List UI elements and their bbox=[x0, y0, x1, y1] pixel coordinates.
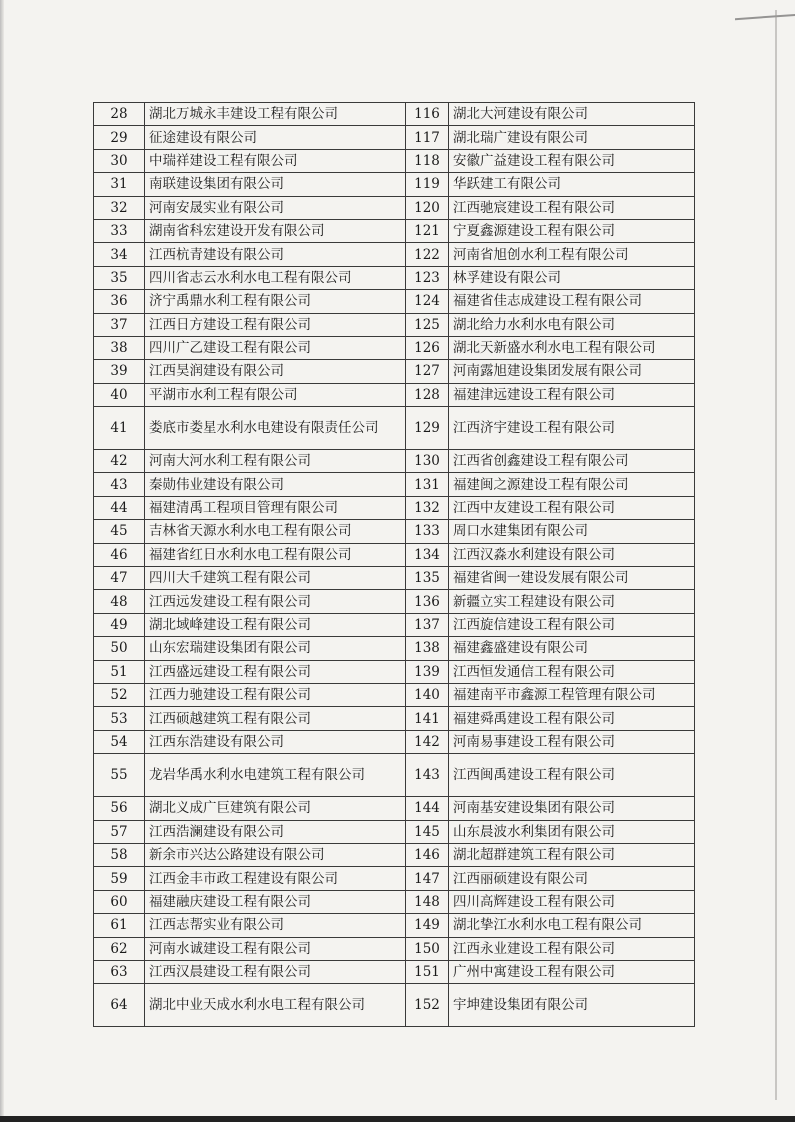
right-company-cell: 湖北超群建筑工程有限公司 bbox=[449, 843, 695, 866]
table-row bbox=[94, 984, 695, 1027]
table-row bbox=[94, 219, 695, 242]
left-number-cell: 35 bbox=[94, 266, 145, 289]
right-company-cell: 安徽广益建设工程有限公司 bbox=[449, 149, 695, 172]
right-number-cell: 147 bbox=[406, 867, 449, 890]
right-company-cell: 江西中友建设工程有限公司 bbox=[449, 496, 695, 519]
right-number-cell: 139 bbox=[406, 660, 449, 683]
table-row bbox=[94, 613, 695, 636]
right-number-cell: 143 bbox=[406, 754, 449, 797]
left-number-cell: 31 bbox=[94, 173, 145, 196]
right-number-cell: 131 bbox=[406, 473, 449, 496]
left-number-cell: 59 bbox=[94, 867, 145, 890]
left-number-cell: 33 bbox=[94, 219, 145, 242]
table-row bbox=[94, 243, 695, 266]
left-company-cell: 山东宏瑞建设集团有限公司 bbox=[145, 637, 406, 660]
left-number-cell: 57 bbox=[94, 820, 145, 843]
left-number-cell: 49 bbox=[94, 613, 145, 636]
right-company-cell: 宇坤建设集团有限公司 bbox=[449, 984, 695, 1027]
left-company-cell: 江西硕越建筑工程有限公司 bbox=[145, 707, 406, 730]
left-number-cell: 39 bbox=[94, 360, 145, 383]
left-company-cell: 江西杭青建设有限公司 bbox=[145, 243, 406, 266]
right-company-cell: 广州中寓建设工程有限公司 bbox=[449, 960, 695, 983]
table-row bbox=[94, 843, 695, 866]
right-number-cell: 117 bbox=[406, 126, 449, 149]
left-company-cell: 四川广乙建设工程有限公司 bbox=[145, 336, 406, 359]
left-number-cell: 54 bbox=[94, 730, 145, 753]
right-number-cell: 130 bbox=[406, 450, 449, 473]
left-company-cell: 江西盛远建设工程有限公司 bbox=[145, 660, 406, 683]
right-company-cell: 江西闽禹建设工程有限公司 bbox=[449, 754, 695, 797]
table-row bbox=[94, 407, 695, 450]
left-company-cell: 四川大千建筑工程有限公司 bbox=[145, 567, 406, 590]
left-company-cell: 湖北万城永丰建设工程有限公司 bbox=[145, 103, 406, 126]
left-company-cell: 四川省志云水利水电工程有限公司 bbox=[145, 266, 406, 289]
table-row bbox=[94, 754, 695, 797]
right-number-cell: 141 bbox=[406, 707, 449, 730]
left-company-cell: 湖南省科宏建设开发有限公司 bbox=[145, 219, 406, 242]
right-number-cell: 140 bbox=[406, 683, 449, 706]
left-number-cell: 53 bbox=[94, 707, 145, 730]
right-company-cell: 江西丽硕建设有限公司 bbox=[449, 867, 695, 890]
table-row bbox=[94, 567, 695, 590]
left-company-cell: 江西日方建设工程有限公司 bbox=[145, 313, 406, 336]
right-number-cell: 132 bbox=[406, 496, 449, 519]
right-company-cell: 湖北天新盛水利水电工程有限公司 bbox=[449, 336, 695, 359]
right-number-cell: 148 bbox=[406, 890, 449, 913]
right-company-cell: 宁夏鑫源建设工程有限公司 bbox=[449, 219, 695, 242]
left-company-cell: 江西昊润建设有限公司 bbox=[145, 360, 406, 383]
left-number-cell: 45 bbox=[94, 520, 145, 543]
right-company-cell: 福建省佳志成建设工程有限公司 bbox=[449, 290, 695, 313]
right-number-cell: 144 bbox=[406, 797, 449, 820]
right-company-cell: 林孚建设有限公司 bbox=[449, 266, 695, 289]
left-company-cell: 江西远发建设工程有限公司 bbox=[145, 590, 406, 613]
left-company-cell: 湖北中业天成水利水电工程有限公司 bbox=[145, 984, 406, 1027]
left-number-cell: 50 bbox=[94, 637, 145, 660]
right-number-cell: 129 bbox=[406, 407, 449, 450]
left-number-cell: 29 bbox=[94, 126, 145, 149]
right-company-cell: 湖北瑞广建设有限公司 bbox=[449, 126, 695, 149]
right-company-cell: 山东晨波水利集团有限公司 bbox=[449, 820, 695, 843]
right-number-cell: 121 bbox=[406, 219, 449, 242]
right-number-cell: 149 bbox=[406, 914, 449, 937]
table-row bbox=[94, 360, 695, 383]
right-number-cell: 134 bbox=[406, 543, 449, 566]
table-row bbox=[94, 520, 695, 543]
table-row bbox=[94, 960, 695, 983]
left-company-cell: 江西力驰建设工程有限公司 bbox=[145, 683, 406, 706]
company-list-body bbox=[94, 103, 695, 1027]
right-company-cell: 江西汉淼水利建设有限公司 bbox=[449, 543, 695, 566]
table-row bbox=[94, 149, 695, 172]
right-number-cell: 127 bbox=[406, 360, 449, 383]
table-row bbox=[94, 937, 695, 960]
left-company-cell: 娄底市娄星水利水电建设有限责任公司 bbox=[145, 407, 406, 450]
table-row bbox=[94, 473, 695, 496]
left-company-cell: 江西志帮实业有限公司 bbox=[145, 914, 406, 937]
table-row bbox=[94, 126, 695, 149]
left-number-cell: 63 bbox=[94, 960, 145, 983]
left-company-cell: 江西浩澜建设有限公司 bbox=[145, 820, 406, 843]
left-company-cell: 平湖市水利工程有限公司 bbox=[145, 383, 406, 406]
scan-bottom-edge bbox=[0, 1116, 795, 1122]
right-number-cell: 120 bbox=[406, 196, 449, 219]
right-company-cell: 福建鑫盛建设有限公司 bbox=[449, 637, 695, 660]
table-row bbox=[94, 660, 695, 683]
left-number-cell: 40 bbox=[94, 383, 145, 406]
company-list-table bbox=[93, 102, 695, 1027]
left-number-cell: 41 bbox=[94, 407, 145, 450]
right-number-cell: 116 bbox=[406, 103, 449, 126]
left-number-cell: 38 bbox=[94, 336, 145, 359]
left-number-cell: 44 bbox=[94, 496, 145, 519]
right-company-cell: 河南露旭建设集团发展有限公司 bbox=[449, 360, 695, 383]
table-row bbox=[94, 590, 695, 613]
right-company-cell: 湖北挚江水利水电工程有限公司 bbox=[449, 914, 695, 937]
right-company-cell: 新疆立实工程建设有限公司 bbox=[449, 590, 695, 613]
left-number-cell: 37 bbox=[94, 313, 145, 336]
right-company-cell: 湖北大河建设有限公司 bbox=[449, 103, 695, 126]
table-row bbox=[94, 683, 695, 706]
table-row bbox=[94, 383, 695, 406]
scan-right-edge bbox=[775, 10, 777, 1100]
right-number-cell: 126 bbox=[406, 336, 449, 359]
left-company-cell: 河南安晟实业有限公司 bbox=[145, 196, 406, 219]
right-company-cell: 福建省闽一建设发展有限公司 bbox=[449, 567, 695, 590]
left-number-cell: 46 bbox=[94, 543, 145, 566]
left-number-cell: 56 bbox=[94, 797, 145, 820]
table-row bbox=[94, 103, 695, 126]
right-company-cell: 四川高辉建设工程有限公司 bbox=[449, 890, 695, 913]
right-number-cell: 128 bbox=[406, 383, 449, 406]
right-company-cell: 江西省创鑫建设工程有限公司 bbox=[449, 450, 695, 473]
left-number-cell: 42 bbox=[94, 450, 145, 473]
right-number-cell: 122 bbox=[406, 243, 449, 266]
left-number-cell: 60 bbox=[94, 890, 145, 913]
table-row bbox=[94, 196, 695, 219]
left-company-cell: 秦勋伟业建设有限公司 bbox=[145, 473, 406, 496]
left-number-cell: 32 bbox=[94, 196, 145, 219]
left-number-cell: 34 bbox=[94, 243, 145, 266]
table-row bbox=[94, 637, 695, 660]
left-number-cell: 64 bbox=[94, 984, 145, 1027]
right-number-cell: 137 bbox=[406, 613, 449, 636]
right-company-cell: 福建舜禹建设工程有限公司 bbox=[449, 707, 695, 730]
scan-left-edge bbox=[0, 0, 4, 1122]
scan-corner-mark bbox=[735, 0, 795, 20]
table-row bbox=[94, 336, 695, 359]
right-company-cell: 江西驰宸建设工程有限公司 bbox=[449, 196, 695, 219]
left-company-cell: 中瑞祥建设工程有限公司 bbox=[145, 149, 406, 172]
left-company-cell: 湖北义成广巨建筑有限公司 bbox=[145, 797, 406, 820]
right-company-cell: 江西济宇建设工程有限公司 bbox=[449, 407, 695, 450]
right-number-cell: 133 bbox=[406, 520, 449, 543]
right-company-cell: 湖北给力水利水电有限公司 bbox=[449, 313, 695, 336]
left-number-cell: 43 bbox=[94, 473, 145, 496]
left-number-cell: 51 bbox=[94, 660, 145, 683]
left-company-cell: 湖北域峰建设工程有限公司 bbox=[145, 613, 406, 636]
right-company-cell: 河南基安建设集团有限公司 bbox=[449, 797, 695, 820]
table-row bbox=[94, 450, 695, 473]
table-row bbox=[94, 496, 695, 519]
table-row bbox=[94, 543, 695, 566]
right-number-cell: 119 bbox=[406, 173, 449, 196]
left-company-cell: 济宁禹鼎水利工程有限公司 bbox=[145, 290, 406, 313]
right-company-cell: 福建南平市鑫源工程管理有限公司 bbox=[449, 683, 695, 706]
left-company-cell: 吉林省天源水利水电工程有限公司 bbox=[145, 520, 406, 543]
left-company-cell: 新余市兴达公路建设有限公司 bbox=[145, 843, 406, 866]
table-row bbox=[94, 173, 695, 196]
left-number-cell: 47 bbox=[94, 567, 145, 590]
table-row bbox=[94, 266, 695, 289]
right-company-cell: 河南省旭创水利工程有限公司 bbox=[449, 243, 695, 266]
table-row bbox=[94, 730, 695, 753]
table-row bbox=[94, 313, 695, 336]
right-company-cell: 江西永业建设工程有限公司 bbox=[449, 937, 695, 960]
left-company-cell: 江西金丰市政工程建设有限公司 bbox=[145, 867, 406, 890]
left-company-cell: 江西东浩建设有限公司 bbox=[145, 730, 406, 753]
left-company-cell: 龙岩华禹水利水电建筑工程有限公司 bbox=[145, 754, 406, 797]
left-number-cell: 58 bbox=[94, 843, 145, 866]
right-number-cell: 124 bbox=[406, 290, 449, 313]
right-number-cell: 138 bbox=[406, 637, 449, 660]
right-number-cell: 142 bbox=[406, 730, 449, 753]
right-number-cell: 136 bbox=[406, 590, 449, 613]
right-company-cell: 江西恒发通信工程有限公司 bbox=[449, 660, 695, 683]
left-company-cell: 福建清禹工程项目管理有限公司 bbox=[145, 496, 406, 519]
left-company-cell: 福建融庆建设工程有限公司 bbox=[145, 890, 406, 913]
table-row bbox=[94, 290, 695, 313]
table-row bbox=[94, 820, 695, 843]
table-row bbox=[94, 867, 695, 890]
left-company-cell: 江西汉晨建设工程有限公司 bbox=[145, 960, 406, 983]
right-company-cell: 华跃建工有限公司 bbox=[449, 173, 695, 196]
right-number-cell: 123 bbox=[406, 266, 449, 289]
table-row bbox=[94, 707, 695, 730]
right-company-cell: 福建闽之源建设工程有限公司 bbox=[449, 473, 695, 496]
left-company-cell: 河南大河水利工程有限公司 bbox=[145, 450, 406, 473]
left-number-cell: 28 bbox=[94, 103, 145, 126]
left-number-cell: 30 bbox=[94, 149, 145, 172]
left-company-cell: 征途建设有限公司 bbox=[145, 126, 406, 149]
right-number-cell: 125 bbox=[406, 313, 449, 336]
right-company-cell: 周口水建集团有限公司 bbox=[449, 520, 695, 543]
left-number-cell: 61 bbox=[94, 914, 145, 937]
left-number-cell: 62 bbox=[94, 937, 145, 960]
right-number-cell: 118 bbox=[406, 149, 449, 172]
left-number-cell: 55 bbox=[94, 754, 145, 797]
right-number-cell: 135 bbox=[406, 567, 449, 590]
right-company-cell: 河南易事建设工程有限公司 bbox=[449, 730, 695, 753]
right-number-cell: 151 bbox=[406, 960, 449, 983]
right-company-cell: 福建津远建设工程有限公司 bbox=[449, 383, 695, 406]
right-number-cell: 146 bbox=[406, 843, 449, 866]
right-number-cell: 152 bbox=[406, 984, 449, 1027]
table-row bbox=[94, 890, 695, 913]
left-company-cell: 福建省红日水利水电工程有限公司 bbox=[145, 543, 406, 566]
left-company-cell: 南联建设集团有限公司 bbox=[145, 173, 406, 196]
table-row bbox=[94, 914, 695, 937]
right-number-cell: 145 bbox=[406, 820, 449, 843]
left-company-cell: 河南水诚建设工程有限公司 bbox=[145, 937, 406, 960]
left-number-cell: 48 bbox=[94, 590, 145, 613]
right-company-cell: 江西旋信建设工程有限公司 bbox=[449, 613, 695, 636]
left-number-cell: 36 bbox=[94, 290, 145, 313]
left-number-cell: 52 bbox=[94, 683, 145, 706]
right-number-cell: 150 bbox=[406, 937, 449, 960]
table-row bbox=[94, 797, 695, 820]
